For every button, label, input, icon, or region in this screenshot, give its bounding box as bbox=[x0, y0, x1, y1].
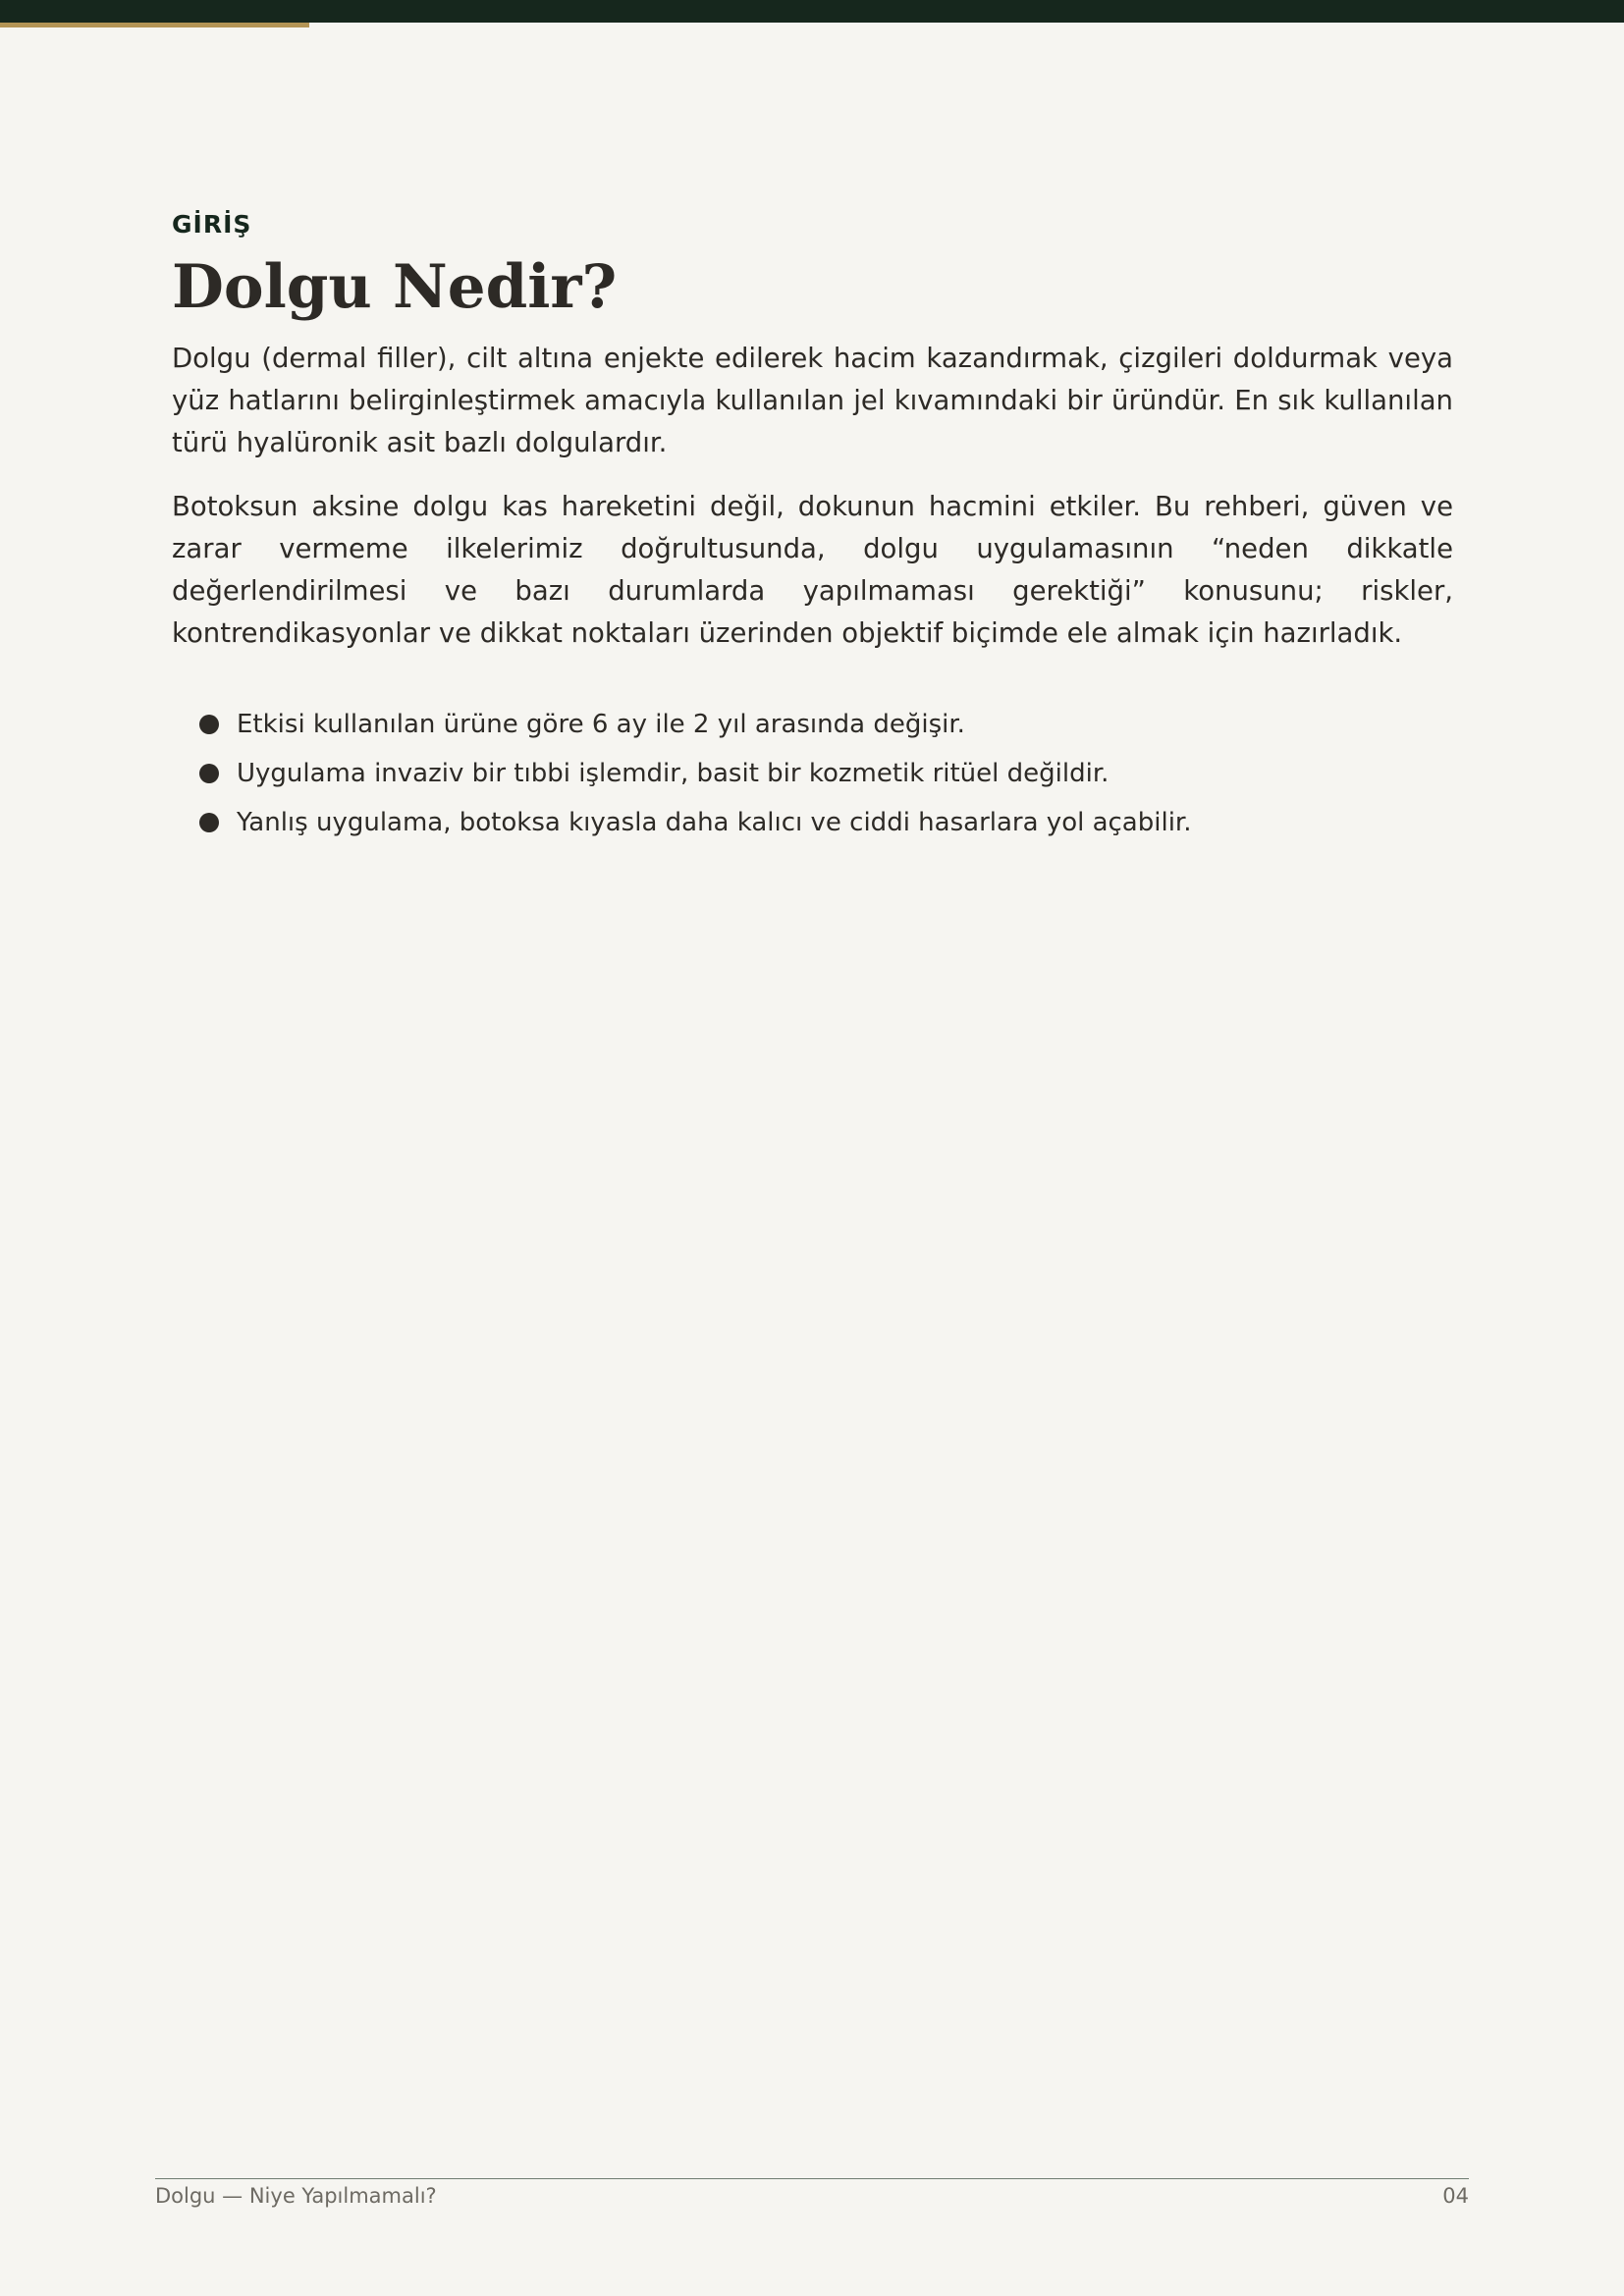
header-accent-line bbox=[0, 23, 309, 27]
bullet-icon bbox=[199, 715, 219, 734]
intro-paragraph-1: Dolgu (dermal filler), cilt altına enjekte edilerek hacim kazandırmak, çizgileri doldurmak veya yüz hatlarını belirginleştirmek amacıyla kullanılan jel kıvamındaki bir üründür. En sık kullanılan türü hyalüronik asit bazlı dolgulardır. bbox=[172, 343, 1453, 458]
intro-paragraph-2: Botoksun aksine dolgu kas hareketini değil, dokunun hacmini etkiler. Bu rehberi, güven ve zarar vermeme ilkelerimiz doğrultusunda, dolgu uygulamasının “neden dikkatle değerlendirilmesi ve bazı durumlarda yapılmaması gerektiği” konusunu; riskler, kontrendikasyonlar ve dikkat noktaları üzerinden objektif biçimde ele almak için hazırladık. bbox=[172, 491, 1453, 649]
bullet-icon bbox=[199, 813, 219, 832]
list-item bbox=[172, 749, 1453, 798]
list-item-text: Yanlış uygulama, botoksa kıyasla daha kalıcı ve ciddi hasarlara yol açabilir. bbox=[237, 808, 1192, 837]
list-item-text: Etkisi kullanılan ürüne göre 6 ay ile 2 yıl arasında değişir. bbox=[237, 710, 965, 739]
list-item bbox=[172, 798, 1453, 847]
header-bar bbox=[0, 0, 1624, 23]
list-item bbox=[172, 700, 1453, 749]
footer-document-title: Dolgu — Niye Yapılmamalı? bbox=[155, 2184, 437, 2208]
key-points-list bbox=[172, 700, 1453, 847]
footer-page-number: 04 bbox=[1442, 2184, 1469, 2208]
footer-divider bbox=[155, 2178, 1469, 2179]
page-content bbox=[172, 206, 1453, 847]
page-title: Dolgu Nedir? bbox=[172, 252, 618, 322]
bullet-icon bbox=[199, 764, 219, 783]
section-label: GİRİŞ bbox=[172, 210, 252, 239]
list-item-text: Uygulama invaziv bir tıbbi işlemdir, basit bir kozmetik ritüel değildir. bbox=[237, 759, 1110, 788]
